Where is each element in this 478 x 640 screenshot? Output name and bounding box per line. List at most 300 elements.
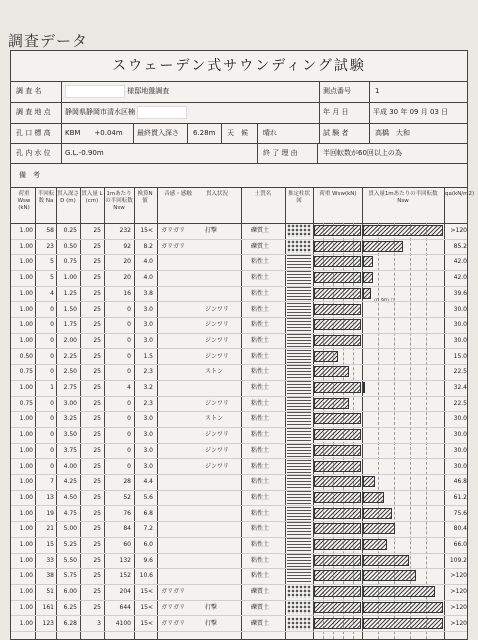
cell-na: 0 [50,305,54,313]
cell-l: 25 [93,588,101,596]
cell-qa: >120 [450,603,467,611]
load-bar [314,539,361,550]
cell-na: 0 [50,431,54,439]
cell-n: 8.2 [143,242,153,250]
soil-pattern [287,271,311,284]
soil-pattern [287,538,311,551]
cell-w: 1.00 [19,258,33,266]
load-bar [314,602,361,613]
cell-d: 4.25 [63,478,77,486]
cell-sound: ガリガリ [161,603,185,611]
load-bar [314,225,361,236]
nsw-bar [363,382,365,393]
soil-pattern [287,428,311,441]
load-bar [314,508,361,519]
cell-d: 2.25 [63,352,77,360]
cell-soil: 礫質土 [251,588,270,596]
cell-l: 25 [93,462,101,470]
cell-soil: 礫質土 [251,227,270,234]
cell-state: 打撃 [205,619,218,627]
table-row [11,553,467,570]
point-no-value: 1 [375,87,380,95]
cell-d: 4.75 [63,509,77,517]
cell-l: 25 [93,227,101,234]
cell-nsw: 232 [119,227,131,234]
cell-qa: 30.0 [453,321,467,329]
load-bar [314,461,361,472]
cell-w: 1.00 [19,227,33,234]
cell-d: 6.28 [63,619,77,627]
table-row [11,521,467,538]
cell-state: ジンワリ [205,431,229,439]
cell-qa: 61.2 [453,493,467,501]
water-level-value: G.L.-0.90m [65,149,104,157]
cell-d: 2.00 [63,336,77,344]
cell-n: 6.8 [143,509,153,517]
end-reason-label: 終 了 理 由 [263,149,298,157]
col-graph-load: 荷重 Wsw(kN) [319,191,357,197]
cell-nsw: 0 [127,368,131,376]
col-nval: 換算N値 [137,191,153,204]
cell-w: 1.00 [19,509,33,517]
cell-na: 0 [50,446,54,454]
soil-pattern [287,569,311,582]
cell-n: 2.3 [143,368,153,376]
load-bar [314,398,349,409]
cell-d: 3.50 [63,431,77,439]
header-row-1 [11,81,467,103]
cell-na: 23 [46,242,54,250]
cell-na: 51 [46,588,54,596]
load-bar [314,319,361,330]
cell-n: 4.0 [143,258,153,266]
cell-qa: 30.0 [453,336,467,344]
cell-l: 25 [93,368,101,376]
cell-l: 25 [93,509,101,517]
load-bar [314,366,349,377]
cell-d: 5.00 [63,525,77,533]
cell-n: 3.2 [143,384,153,391]
cell-soil: 粘性土 [251,572,270,580]
weather-value: 晴れ [263,129,277,137]
cell-nsw: 204 [119,588,131,596]
table-row [11,459,467,476]
cell-na: 13 [46,493,54,501]
nsw-bar [363,476,375,487]
soil-pattern [287,522,311,535]
cell-w: 1.00 [19,493,33,501]
cell-d: 0.25 [63,227,77,234]
cell-soil: 礫質土 [251,603,270,611]
cell-d: 1.00 [63,274,77,282]
cell-d: 2.75 [63,384,77,391]
cell-soil: 粘性土 [251,493,270,501]
soil-pattern [287,601,311,614]
table-row [11,396,467,413]
tester-label: 試 験 者 [323,129,349,137]
table-row [11,254,467,271]
cell-soil: 粘性土 [251,446,270,454]
cell-state: ストン [205,415,224,423]
cell-state: ジンワリ [205,321,229,329]
cell-state: ジンワリ [205,446,229,454]
cell-w: 1.00 [19,431,33,439]
col-depth: 貫入深さ D (m) [57,191,80,204]
water-level-mark: (0.90) ▽ [374,298,395,304]
cell-nsw: 0 [127,446,131,454]
survey-sheet [10,50,475,640]
elevation-label: 孔 口 標 高 [16,129,51,137]
cell-n: 1.5 [143,352,153,360]
cell-qa: 42.0 [453,258,467,266]
soil-pattern [287,585,311,598]
cell-na: 19 [46,509,54,517]
load-bar [314,304,361,315]
load-bar [314,476,361,487]
table-row [11,616,467,633]
nsw-bar [363,225,443,236]
load-bar [314,429,361,440]
cell-l: 25 [93,242,101,250]
table-row [11,568,467,585]
cell-nsw: 152 [119,572,131,580]
cell-w: 1.00 [19,274,33,282]
cell-n: 4.4 [143,478,153,486]
col-soil-column: 推定柱状図 [287,191,310,204]
table-row [11,427,467,444]
cell-qa: 30.0 [453,415,467,423]
cell-n: 15< [140,603,153,611]
table-row [11,537,467,554]
date-value: 平成 30 年 09 月 03 日 [373,108,449,116]
cell-d: 4.00 [63,462,77,470]
cell-n: 10.6 [139,572,153,580]
cell-soil: 粘性土 [251,368,270,376]
cell-nsw: 0 [127,321,131,329]
cell-d: 1.50 [63,305,77,313]
cell-na: 0 [50,336,54,344]
cell-na: 0 [50,462,54,470]
cell-w: 0.50 [19,352,33,360]
cell-l: 25 [93,603,101,611]
cell-d: 6.00 [63,588,77,596]
load-bar [314,445,361,456]
cell-w: 1.00 [19,462,33,470]
cell-nsw: 0 [127,415,131,423]
nsw-bar [363,586,435,597]
table-row [11,239,467,256]
cell-na: 33 [46,556,54,564]
cell-w: 1.00 [19,446,33,454]
cell-qa: 109.2 [449,556,467,564]
nsw-bar [363,272,373,283]
location-label: 調 査 地 点 [16,108,51,116]
cell-w: 1.00 [19,415,33,423]
cell-nsw: 132 [119,556,131,564]
table-row [11,364,467,381]
nsw-bar [363,508,392,519]
col-sound: 音感・感触 [164,191,192,197]
cell-d: 1.25 [63,289,77,297]
cell-qa: 80.4 [453,525,467,533]
redacted-box [65,85,125,98]
cell-nsw: 4 [127,384,131,391]
cell-nsw: 20 [123,258,131,266]
cell-d: 6.25 [63,603,77,611]
soil-pattern [287,412,311,425]
header-row-5 [11,163,467,188]
cell-w: 1.00 [19,242,33,250]
cell-state: ジンワリ [205,305,229,313]
cell-d: 3.00 [63,399,77,407]
cell-na: 7 [50,478,54,486]
soil-pattern [287,365,311,378]
cell-nsw: 20 [123,274,131,282]
cell-na: 15 [46,541,54,548]
cell-soil: 粘性土 [251,399,270,407]
header-row-4 [11,143,467,164]
cell-l: 25 [93,399,101,407]
col-nsw: 1mあたりの半回転数 Nsw [105,191,133,211]
col-half-turns: 半回転数 Na [37,191,55,204]
cell-qa: 30.0 [453,446,467,454]
col-load: 荷重 Wsw (kN) [17,191,31,211]
cell-d: 1.75 [63,321,77,329]
cell-d: 4.50 [63,493,77,501]
date-label: 年 月 日 [323,108,349,116]
cell-w: 1.00 [19,525,33,533]
table-row [11,474,467,491]
cell-qa: 22.5 [453,399,467,407]
load-bar [314,335,361,346]
load-bar [314,272,361,283]
cell-w: 1.00 [19,572,33,580]
cell-qa: >120 [450,588,467,596]
table-row [11,270,467,287]
soil-pattern [287,381,311,394]
cell-n: 3.0 [143,336,153,344]
load-bar [314,586,361,597]
cell-n: 3.0 [143,321,153,329]
cell-soil: 粘性土 [251,352,270,360]
cell-l: 25 [93,415,101,423]
cell-w: 1.00 [19,289,33,297]
cell-n: 15< [140,227,153,234]
cell-n: 3.0 [143,431,153,439]
cell-soil: 粘性土 [251,321,270,329]
end-reason-value: 半回転数が60回以上の為 [323,149,402,157]
cell-na: 0 [50,352,54,360]
cell-n: 5.6 [143,493,153,501]
cell-d: 0.50 [63,242,77,250]
cell-nsw: 76 [123,509,131,517]
soil-pattern [287,240,311,253]
cell-nsw: 644 [119,603,131,611]
soil-pattern [287,507,311,520]
cell-qa: 46.8 [453,478,467,486]
cell-w: 1.00 [19,305,33,313]
max-depth-value: 6.28m [193,129,216,137]
soil-pattern [287,287,311,300]
location-value: 静岡県静岡市清水区楠 [65,108,135,116]
cell-na: 161 [42,603,54,611]
cell-l: 25 [93,446,101,454]
cell-na: 0 [50,399,54,407]
soil-pattern [287,475,311,488]
location-field [65,102,187,123]
cell-l: 25 [93,541,101,548]
nsw-bar [363,492,384,503]
cell-n: 15< [140,619,153,627]
cell-n: 4.0 [143,274,153,282]
table-row [11,286,467,303]
cell-soil: 粘性土 [251,478,270,486]
load-bar [314,555,361,566]
table-row [11,302,467,319]
cell-n: 7.2 [143,525,153,533]
remarks-label: 備 考 [19,171,40,179]
cell-n: 3.0 [143,462,153,470]
load-bar [314,492,361,503]
cell-state: ジンワリ [205,336,229,344]
cell-na: 1 [50,384,54,391]
table-row [11,380,467,397]
soil-pattern [287,350,311,363]
cell-w: 0.75 [19,368,33,376]
soil-pattern [287,617,311,630]
cell-state: 打撃 [205,603,218,611]
cell-d: 5.50 [63,556,77,564]
cell-qa: 42.0 [453,274,467,282]
cell-na: 5 [50,274,54,282]
cell-l: 25 [93,321,101,329]
water-level-mark-value: 0.90 [375,298,388,304]
table-row [11,443,467,460]
water-level-label: 孔 内 水 位 [16,149,51,157]
cell-d: 5.75 [63,572,77,580]
cell-qa: 30.0 [453,462,467,470]
cell-w: 0.75 [19,399,33,407]
col-qa: qa(kN/m2) [445,191,475,197]
cell-soil: 礫質土 [251,242,270,250]
cell-w: 1.00 [19,336,33,344]
cell-sound: ガリガリ [161,242,185,250]
soil-pattern [287,554,311,567]
cell-nsw: 28 [123,478,131,486]
cell-d: 0.75 [63,258,77,266]
cell-n: 3.0 [143,305,153,313]
cell-l: 3 [97,619,101,627]
cell-nsw: 16 [123,289,131,297]
load-bar [314,523,361,534]
cell-nsw: 52 [123,493,131,501]
cell-state: 打撃 [205,227,218,234]
cell-soil: 礫質土 [251,619,270,627]
cell-l: 25 [93,384,101,391]
cell-l: 25 [93,274,101,282]
soil-pattern [287,255,311,268]
cell-na: 38 [46,572,54,580]
header-row-2 [11,102,467,124]
cell-l: 25 [93,289,101,297]
cell-nsw: 92 [123,242,131,250]
cell-qa: 30.0 [453,431,467,439]
cell-soil: 粘性土 [251,384,270,391]
cell-soil: 粘性土 [251,541,270,548]
survey-name-label: 調 査 名 [16,87,42,95]
cell-d: 3.25 [63,415,77,423]
cell-l: 25 [93,493,101,501]
nsw-bar [363,555,409,566]
nsw-bar [363,241,403,252]
cell-w: 1.00 [19,588,33,596]
cell-na: 21 [46,525,54,533]
cell-soil: 粘性土 [251,556,270,564]
cell-n: 6.0 [143,541,153,548]
load-bar [314,256,361,267]
cell-d: 2.50 [63,368,77,376]
cell-n: 3.0 [143,415,153,423]
cell-d: 5.25 [63,541,77,548]
cell-state: ジンワリ [205,462,229,470]
tester-value: 高橋 大和 [375,129,410,137]
cell-qa: >120 [450,572,467,580]
col-soil: 土質名 [254,191,272,197]
cell-n: 3.8 [143,289,153,297]
cell-soil: 粘性土 [251,258,270,266]
cell-l: 25 [93,431,101,439]
cell-soil: 粘性土 [251,305,270,313]
cell-soil: 粘性土 [251,431,270,439]
cell-nsw: 60 [123,541,131,548]
cell-l: 25 [93,478,101,486]
cell-d: 3.75 [63,446,77,454]
cell-nsw: 0 [127,305,131,313]
soil-pattern [287,397,311,410]
cell-qa: 75.6 [453,509,467,517]
load-bar [314,241,361,252]
cell-nsw: 4100 [115,619,131,627]
sheet-title: スウェーデン式サウンディング試験 [11,51,467,82]
cell-na: 0 [50,415,54,423]
cell-n: 2.3 [143,399,153,407]
cell-w: 1.00 [19,556,33,564]
soil-pattern [287,224,311,237]
soil-pattern [287,444,311,457]
table-row [11,411,467,428]
cell-soil: 粘性土 [251,274,270,282]
cell-qa: 85.2 [453,242,467,250]
nsw-bar [363,288,371,299]
table-row [11,506,467,523]
table-row [11,317,467,334]
cell-soil: 粘性土 [251,415,270,423]
col-penetration: 貫入量 L (cm) [81,191,103,204]
cell-na: 123 [42,619,54,627]
nsw-bar [363,256,373,267]
nsw-bar [363,570,416,581]
table-row [11,349,467,366]
load-bar [314,288,361,299]
cell-l: 25 [93,572,101,580]
redacted-box [137,106,187,119]
load-bar [314,413,361,424]
survey-name-value: 様邸地盤調査 [127,87,170,95]
table-row [11,600,467,617]
nsw-bar [363,539,387,550]
cell-na: 4 [50,289,54,297]
cell-l: 25 [93,258,101,266]
